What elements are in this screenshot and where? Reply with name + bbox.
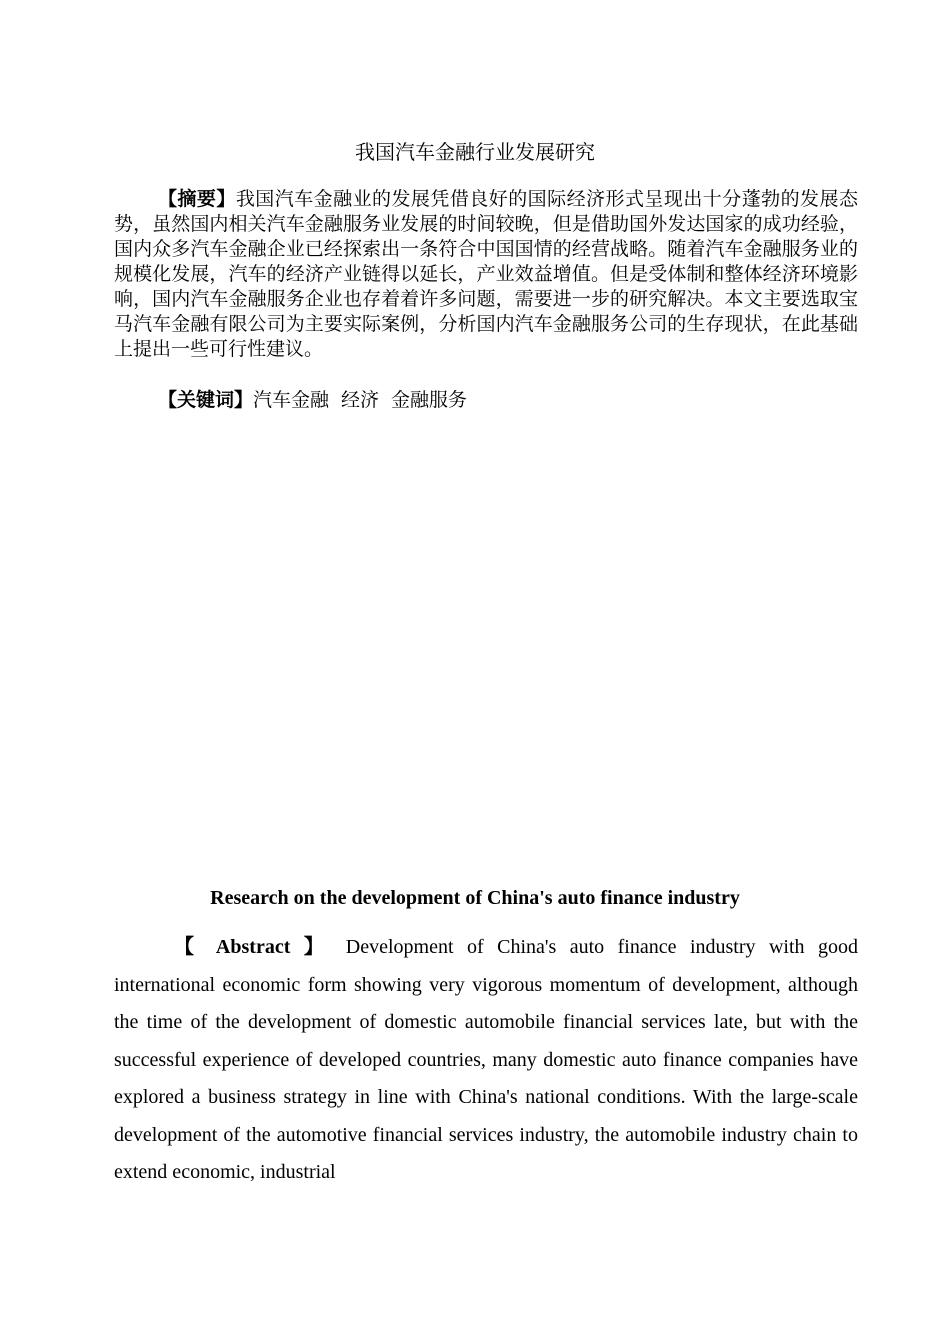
chinese-abstract <box>114 187 858 362</box>
chinese-keywords-label: 【关键词】 <box>158 389 254 411</box>
chinese-title: 我国汽车金融行业发展研究 <box>355 140 595 164</box>
keyword-item: 金融服务 <box>391 389 468 411</box>
keyword-item: 经济 <box>341 389 380 411</box>
english-title: Research on the development of China's auto finance industry <box>210 887 740 909</box>
chinese-keywords <box>114 388 858 413</box>
english-abstract-label: 【 Abstract 】 <box>174 936 333 958</box>
keyword-item: 汽车金融 <box>253 389 330 411</box>
chinese-abstract-text: 我国汽车金融业的发展凭借良好的国际经济形式呈现出十分蓬勃的发展态势，虽然国内相关汽车金融服务业发展的时间较晚，但是借助国外发达国家的成功经验，国内众多汽车金融企业已经探索出一条符合中国国情的经营战略。随着汽车金融服务业的规模化发展，汽车的经济产业链得以延长，产业效益增值。但是受体制和整体经济环境影响，国内汽车金融服务企业也存着着许多问题，需要进一步的研究解决。本文主要选取宝马汽车金融有限公司为主要实际案例，分析国内汽车金融服务公司的生存现状，在此基础上提出一些可行性建议。 <box>114 188 858 360</box>
english-abstract <box>114 929 858 1192</box>
english-abstract-text: Development of China's auto finance industry with good international economic form showing very vigorous momentum of development, although the time of the development of domestic automobile financial services late, but with the successful experience of developed countries, many domestic auto finance companies have explored a business strategy in line with China's national conditions. With the large-scale development of the automotive financial services industry, the automobile industry chain to extend economic, industrial <box>114 936 858 1183</box>
chinese-abstract-label: 【摘要】 <box>158 188 236 210</box>
